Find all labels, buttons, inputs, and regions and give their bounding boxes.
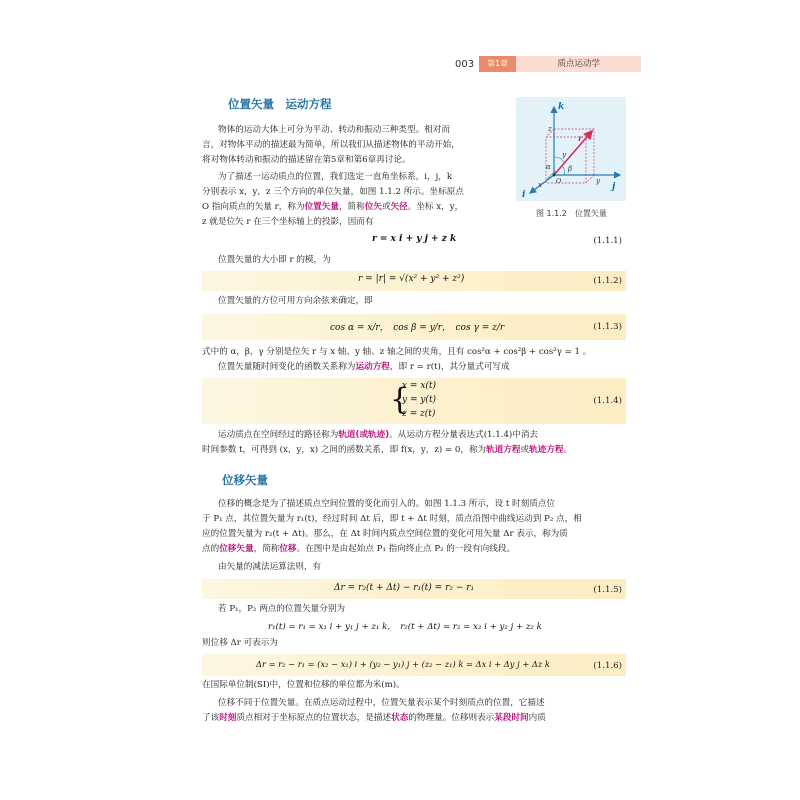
i-label: i xyxy=(522,190,526,200)
y-label: y xyxy=(596,177,600,185)
paragraph-line: 于 P₁ 点，其位置矢量为 r₁(t)，经过时间 Δt 后，即 t + Δt 时刻，质点沿图中曲线运动到 P₂ 点，相 xyxy=(202,514,582,524)
page-header xyxy=(455,56,641,72)
equation-r1-r2: r₁(t) = r₁ = x₁ i + y₁ j + z₁ k， r₂(t + Δt) = r₂ = x₂ i + y₂ j + z₂ k xyxy=(268,622,542,632)
equation-1-1-4-x: x = x(t) xyxy=(402,381,437,391)
term-trajectory-equation: 轨道方程 xyxy=(486,445,521,455)
term-displacement-vector: 位移矢量 xyxy=(219,544,254,554)
equation-1-1-2: r = |r| = √(x² + y² + z²) xyxy=(358,274,465,284)
j-label: j xyxy=(612,182,616,192)
equation-1-1-1: r = x i + y j + z k xyxy=(372,234,457,244)
equation-1-1-4-y: y = y(t) xyxy=(402,395,437,405)
paragraph-line: 将对物体转动和振动的描述留在第5章和第6章再讨论。 xyxy=(202,155,411,165)
equation-number: (1.1.3) xyxy=(593,322,622,332)
paragraph-line: 应的位置矢量为 r₂(t + Δt)。那么，在 Δt 时间内质点空间位置的变化可用矢量 Δr 表示，称为质 xyxy=(202,529,568,539)
z-label: z xyxy=(548,125,552,133)
paragraph-line: 时间参数 t，可得到 (x，y，x) 之间的函数关系，即 f(x，y，z) = 0，称为轨道方程或轨迹方程。 xyxy=(202,445,573,455)
equation-1-1-6: Δr = r₂ − r₁ = (x₂ − x₁) i + (y₂ − y₁) j + (z₂ − z₁) k = Δx i + Δy j + Δz k xyxy=(256,659,550,669)
paragraph-line: 点的位移矢量，简称位移。在图中是由起始点 P₁ 指向终止点 P₂ 的一段有向线段。 xyxy=(202,544,516,554)
paragraph-line: 位移不同于位置矢量。在质点运动过程中，位置矢量表示某个时刻质点的位置，它描述 xyxy=(218,698,545,708)
paragraph-line: 为了描述一运动质点的位置，我们选定一直角坐标系，i，j，k xyxy=(218,172,453,182)
term-path-equation: 轨迹方程 xyxy=(529,445,564,455)
x-label: x xyxy=(538,181,542,189)
coordinate-diagram xyxy=(516,97,626,201)
term-time-interval: 某段时间 xyxy=(494,713,529,723)
paragraph-line: 位移的概念是为了描述质点空间位置的变化而引入的。如图 1.1.3 所示，设 t 时刻质点位 xyxy=(218,499,556,509)
paragraph-line: 则位移 Δr 可表示为 xyxy=(202,638,278,648)
paragraph-line: 运动质点在空间经过的路径称为轨道(或轨迹)。从运动方程分量表达式(1.1.4)中消去 xyxy=(218,430,539,440)
term-displacement: 位移 xyxy=(279,544,297,554)
beta-label: β xyxy=(568,165,573,173)
brace: { xyxy=(390,382,410,417)
equation-number: (1.1.4) xyxy=(593,396,622,406)
k-label: k xyxy=(558,102,565,112)
paragraph-line: 位置矢量的大小即 r 的模，为 xyxy=(218,255,331,265)
term-motion-equation: 运动方程 xyxy=(355,362,390,372)
term-radius-vector: 矢径 xyxy=(390,202,408,212)
equation-1-1-4-z: z = z(t) xyxy=(402,409,436,419)
paragraph-line: 位置矢量随时间变化的函数关系称为运动方程，即 r = r(t)，其分量式可写成 xyxy=(218,362,510,372)
equation-1-1-5: Δr = r₂(t + Δt) − r₁(t) = r₂ − r₁ xyxy=(334,583,475,593)
x-axis xyxy=(530,175,554,193)
page-number: 003 xyxy=(455,58,475,70)
term-trajectory: 轨道(或轨迹) xyxy=(338,430,390,440)
term-position-vector-short: 位矢 xyxy=(364,202,382,212)
paragraph-line: 位置矢量的方位可用方向余弦来确定，即 xyxy=(218,296,373,306)
section-tag: 质点运动学 xyxy=(516,56,641,72)
paragraph-line: 在国际单位制(SI)中，位置和位移的单位都为米(m)。 xyxy=(202,680,405,690)
origin-label: O xyxy=(556,177,562,185)
paragraph-line: 式中的 α，β，γ 分别是位矢 r 与 x 轴、y 轴、z 轴之间的夹角，且有 cos²α + cos²β + cos²γ = 1 。 xyxy=(202,347,592,357)
figure-position-vector xyxy=(516,97,626,201)
figure-caption: 图 1.1.2 位置矢量 xyxy=(536,209,607,218)
r-label: r xyxy=(578,133,583,143)
gamma-label: γ xyxy=(562,151,567,159)
paragraph-line: 了该时刻质点相对于坐标原点的位置状态，是描述状态的物理量。位移则表示某段时间内质 xyxy=(202,713,546,723)
equation-number: (1.1.5) xyxy=(593,585,622,595)
equation-1-1-3: cos α = x/r， cos β = y/r， cos γ = z/r xyxy=(330,323,505,333)
alpha-label: α xyxy=(546,163,551,171)
section-title-displacement: 位移矢量 xyxy=(222,473,268,487)
section-title-position-vector: 位置矢量 运动方程 xyxy=(228,97,332,111)
equation-number: (1.1.2) xyxy=(593,276,622,286)
paragraph-line: 分别表示 x，y，z 三个方向的单位矢量，如图 1.1.2 所示。坐标原点 xyxy=(202,187,464,197)
equation-number: (1.1.1) xyxy=(593,236,622,246)
term-state: 状态 xyxy=(391,713,409,723)
paragraph-line: 若 P₁，P₂ 两点的位置矢量分别为 xyxy=(218,604,346,614)
paragraph-line: z 就是位矢 r 在三个坐标轴上的投影，因而有 xyxy=(202,217,374,227)
paragraph-line: O 指向质点的矢量 r，称为位置矢量，简称位矢或矢径。坐标 x，y， xyxy=(202,202,464,212)
paragraph-line: 言，对物体平动的描述最为简单，所以我们从描述物体的平动开始， xyxy=(202,140,460,150)
term-position-vector: 位置矢量 xyxy=(304,202,339,212)
equation-number: (1.1.6) xyxy=(593,661,622,671)
chapter-tag: 第1章 xyxy=(479,56,516,72)
term-moment: 时刻 xyxy=(219,713,237,723)
paragraph-line: 由矢量的减法运算法则，有 xyxy=(218,562,322,572)
paragraph-line: 物体的运动大体上可分为平动、转动和振动三种类型。相对而 xyxy=(218,125,451,135)
